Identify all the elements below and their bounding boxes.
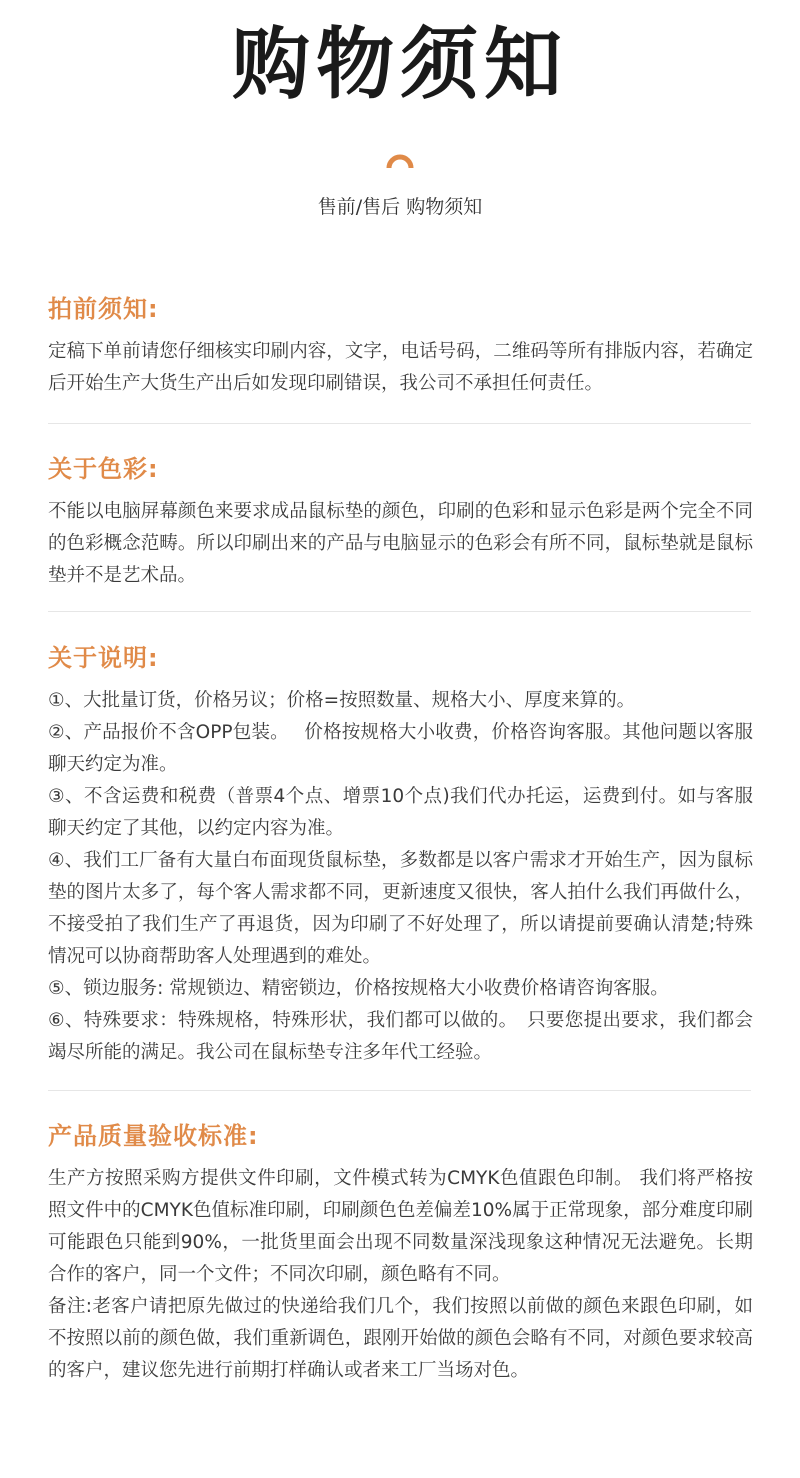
section-paragraph: ①、大批量订货，价格另议；价格=按照数量、规格大小、厚度来算的。 xyxy=(48,690,636,711)
section-quality-standard xyxy=(48,1119,753,1387)
section-title: 拍前须知: xyxy=(48,295,159,323)
section-divider xyxy=(48,611,751,612)
section-paragraph: 定稿下单前请您仔细核实印刷内容，文字，电话号码，二维码等所有排版内容，若确定后开始生产大货生产出后如发现印刷错误，我公司不承担任何责任。 xyxy=(48,341,753,394)
section-title: 关于说明: xyxy=(48,644,159,672)
section-divider xyxy=(48,423,751,424)
section-title: 产品质量验收标准: xyxy=(48,1122,259,1150)
section-paragraph: ④、我们工厂备有大量白布面现货鼠标垫，多数都是以客户需求才开始生产，因为鼠标垫的图片太多了，每个客人需求都不同，更新速度又很快，客人拍什么我们再做什么，不接受拍了我们生产了再退货，因为印刷了不好处理了，所以请提前要确认清楚;特殊情况可以协商帮助客人处理遇到的难处。 xyxy=(48,850,753,967)
section-color xyxy=(48,452,753,592)
section-paragraph: ⑤、锁边服务: 常规锁边、精密锁边，价格按规格大小收费价格请咨询客服。 xyxy=(48,978,669,999)
section-before-order xyxy=(48,292,753,400)
section-title: 关于色彩: xyxy=(48,455,159,483)
section-paragraph: 生产方按照采购方提供文件印刷，文件模式转为CMYK色值跟色印制。 我们将严格按照文件中的CMYK色值标准印刷，印刷颜色色差偏差10%属于正常现象，部分难度印刷可能跟色只能到90%，一批货里面会出现不同数量深浅现象这种情况无法避免。长期合作的客户，同一个文件；不同次印刷，颜色略有不同。 xyxy=(48,1168,753,1285)
section-notes xyxy=(48,641,753,1069)
section-paragraph: ②、产品报价不含OPP包装。 价格按规格大小收费，价格咨询客服。其他问题以客服聊天约定为准。 xyxy=(48,722,753,775)
half-ring-icon xyxy=(386,148,414,176)
page-title: 购物须知 xyxy=(231,20,568,110)
page-subtitle: 售前/售后 购物须知 xyxy=(317,196,483,218)
section-paragraph: 不能以电脑屏幕颜色来要求成品鼠标垫的颜色，印刷的色彩和显示色彩是两个完全不同的色彩概念范畴。所以印刷出来的产品与电脑显示的色彩会有所不同，鼠标垫就是鼠标垫并不是艺术品。 xyxy=(48,501,753,586)
section-paragraph: ⑥、特殊要求：特殊规格，特殊形状，我们都可以做的。 只要您提出要求，我们都会竭尽所能的满足。我公司在鼠标垫专注多年代工经验。 xyxy=(48,1010,753,1063)
section-divider xyxy=(48,1090,751,1091)
section-paragraph: 备注:老客户请把原先做过的快递给我们几个，我们按照以前做的颜色来跟色印刷，如不按照以前的颜色做，我们重新调色，跟刚开始做的颜色会略有不同，对颜色要求较高的客户，建议您先进行前期打样确认或者来工厂当场对色。 xyxy=(48,1296,753,1381)
section-paragraph: ③、不含运费和税费（普票4个点、增票10个点)我们代办托运，运费到付。如与客服聊天约定了其他，以约定内容为准。 xyxy=(48,786,753,839)
